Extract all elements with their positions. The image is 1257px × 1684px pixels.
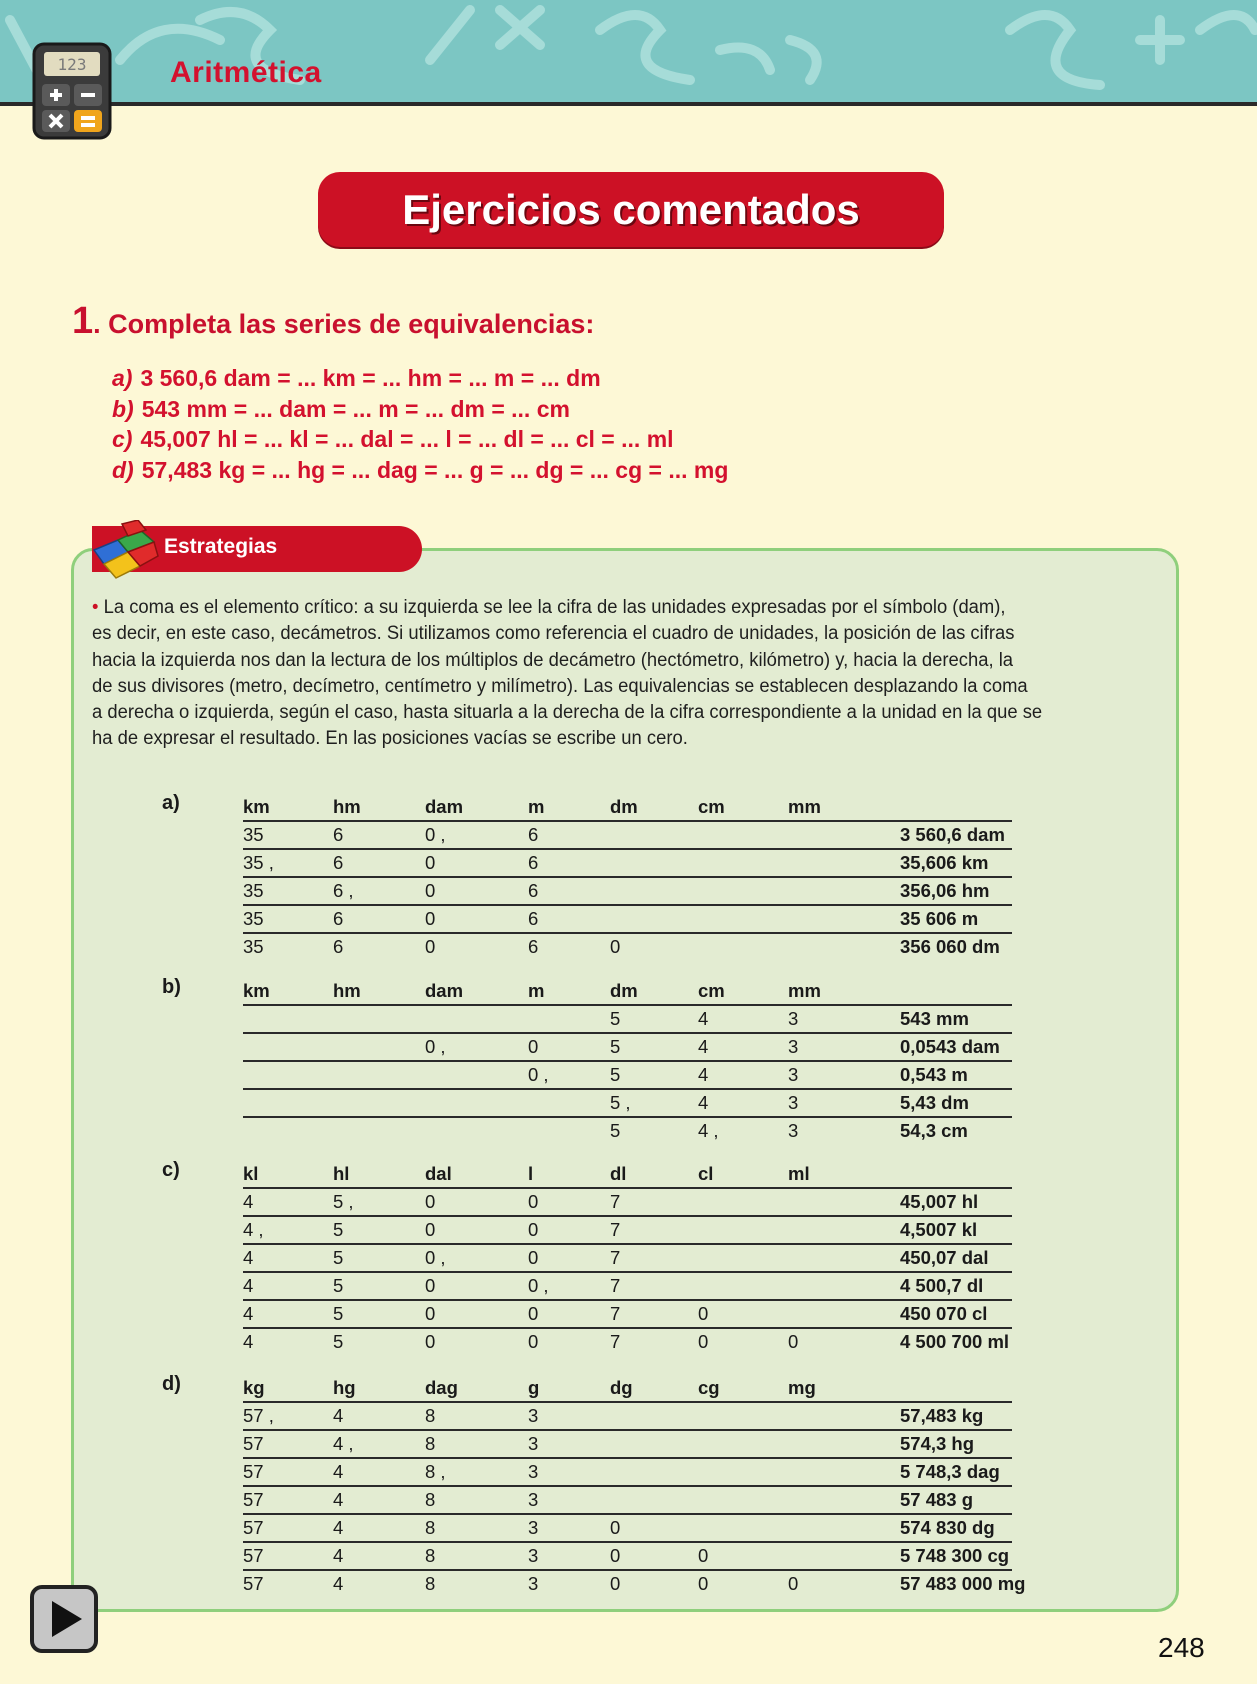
table-rule [243,1187,1012,1189]
table-cell: 0 [698,1331,709,1352]
table-result: 0,543 m [900,1064,968,1085]
table-header-kl: kl [243,1163,259,1184]
table-cell: 35 [243,936,264,957]
table-cell: 5 [610,1064,621,1085]
table-label-c: c) [162,1159,180,1181]
table-cell: 4 [243,1191,254,1212]
table-cell: 3 [528,1405,539,1426]
table-cell: 4 [698,1092,709,1113]
table-result: 54,3 cm [900,1120,968,1141]
table-cell: 3 [528,1517,539,1538]
table-header-m: m [528,796,545,817]
table-cell: 4 [333,1489,344,1510]
table-cell: 4 [333,1405,344,1426]
table-result: 5,43 dm [900,1092,969,1113]
table-result: 35,606 km [900,852,989,873]
table-cell: 8 [425,1573,436,1594]
table-cell: 5 [610,1008,621,1029]
table-cell: 0 [425,908,436,929]
table-cell: 35 , [243,852,274,873]
table-header-dag: dag [425,1377,458,1398]
page-title: Ejercicios comentados [402,185,860,233]
table-cell: 35 [243,824,264,845]
table-rule [243,1569,1012,1571]
strategies-label: Estrategias [164,535,278,558]
table-result: 0,0543 dam [900,1036,1000,1057]
title-banner [318,172,944,247]
table-header-cm: cm [698,796,725,817]
table-header-km: km [243,980,270,1001]
table-cell: 4 [698,1036,709,1057]
table-cell: 6 [528,908,539,929]
table-cell: 0 , [425,1036,446,1057]
table-header-dm: dm [610,980,638,1001]
play-button[interactable] [30,1585,98,1653]
table-cell: 5 [610,1120,621,1141]
table-cell: 0 [425,880,436,901]
item-text: 57,483 kg = ... hg = ... dag = ... g = ... dg = ... cg = ... mg [141,456,729,483]
table-rule [243,1429,1012,1431]
table-cell: 8 , [425,1461,446,1482]
table-cell: 4 [333,1461,344,1482]
table-cell: 5 [333,1219,344,1240]
table-header-g: g [528,1377,540,1398]
table-cell: 6 [333,936,344,957]
table-header-dam: dam [425,796,464,817]
exercise-item-b [112,394,728,425]
table-header-dl: dl [610,1163,627,1184]
table-cell: 0 , [528,1275,549,1296]
table-cell: 3 [788,1008,799,1029]
table-label-a: a) [162,792,180,814]
table-result: 45,007 hl [900,1191,979,1212]
table-cell: 0 , [425,1247,446,1268]
table-result: 35 606 m [900,908,979,929]
strategies-text [92,594,1107,752]
table-cell: 4 [333,1545,344,1566]
table-cell: 57 , [243,1405,274,1426]
table-result: 5 748,3 dag [900,1461,1000,1482]
table-header-km: km [243,796,270,817]
table-cell: 3 [788,1092,799,1113]
table-cell: 4 [243,1247,254,1268]
table-result: 4 500,7 dl [900,1275,984,1296]
item-letter: c) [112,426,133,452]
puzzle-icon [88,520,160,582]
table-cell: 7 [610,1219,621,1240]
item-text: 543 mm = ... dam = ... m = ... dm = ... cm [141,395,570,422]
table-cell: 0 [528,1247,539,1268]
table-result: 57,483 kg [900,1405,984,1426]
table-cell: 35 [243,880,264,901]
table-rule [243,1116,1012,1118]
exercise-heading [72,300,594,343]
table-header-ml: ml [788,1163,810,1184]
svg-text:123: 123 [57,55,87,74]
table-cell: 0 [425,1219,436,1240]
table-cell: 3 [528,1545,539,1566]
table-cell: 57 [243,1517,264,1538]
table-cell: 5 [333,1247,344,1268]
table-cell: 57 [243,1545,264,1566]
table-cell: 0 [425,1191,436,1212]
table-cell: 0 [610,936,621,957]
table-rule [243,1541,1012,1543]
strategies-line: a derecha o izquierda, según el caso, hasta situarla a la derecha de la cifra correspondiente a la unidad en la que se [92,701,1043,724]
table-cell: 3 [528,1573,539,1594]
table-cell: 4 , [698,1120,719,1141]
table-cell: 57 [243,1461,264,1482]
section-title: Aritmética [170,56,322,89]
header-band [0,0,1257,106]
table-cell: 4 [698,1064,709,1085]
table-header-dm: dm [610,796,638,817]
table-result: 57 483 000 mg [900,1573,1026,1594]
table-cell: 4 [333,1573,344,1594]
table-cell: 6 [333,908,344,929]
table-result: 450,07 dal [900,1247,989,1268]
table-cell: 7 [610,1247,621,1268]
table-header-hm: hm [333,980,361,1001]
table-header-l: l [528,1163,534,1184]
table-cell: 6 [528,852,539,873]
table-header-cl: cl [698,1163,714,1184]
table-cell: 4 [243,1331,254,1352]
table-result: 4,5007 kl [900,1219,978,1240]
table-cell: 0 [425,1331,436,1352]
table-header-cm: cm [698,980,725,1001]
item-text: 45,007 hl = ... kl = ... dal = ... l = ... dl = ... cl = ... ml [140,426,674,452]
table-result: 356,06 hm [900,880,990,901]
table-cell: 3 [788,1064,799,1085]
exercise-item-d [112,455,728,486]
item-text: 3 560,6 dam = ... km = ... hm = ... m = ... dm [140,365,601,391]
table-cell: 7 [610,1303,621,1324]
table-cell: 3 [528,1489,539,1510]
table-cell: 0 [610,1517,621,1538]
table-cell: 0 [610,1573,621,1594]
exercise-item-a [112,363,728,394]
strategies-line: de sus divisores (metro, decímetro, centímetro y milímetro). Las equivalencias se establecen desplazando la coma [92,674,1028,697]
table-cell: 4 [333,1517,344,1538]
table-rule [243,1457,1012,1459]
table-rule [243,1215,1012,1217]
table-cell: 0 [698,1545,709,1566]
table-cell: 6 [528,936,539,957]
table-cell: 6 [333,852,344,873]
table-cell: 4 , [333,1433,354,1454]
table-rule [243,1032,1012,1034]
table-cell: 0 [698,1303,709,1324]
table-header-hl: hl [333,1163,350,1184]
table-cell: 0 , [425,824,446,845]
table-header-dam: dam [425,980,464,1001]
table-rule [243,904,1012,906]
table-rule [243,932,1012,934]
table-cell: 4 [243,1275,254,1296]
table-header-m: m [528,980,545,1001]
table-cell: 5 [333,1303,344,1324]
table-cell: 0 [788,1331,799,1352]
table-cell: 6 [528,824,539,845]
table-rule [243,1327,1012,1329]
play-icon [46,1599,86,1639]
table-cell: 8 [425,1489,436,1510]
table-rule [243,1401,1012,1403]
table-cell: 6 , [333,880,354,901]
table-result: 5 748 300 cg [900,1545,1010,1566]
table-header-hg: hg [333,1377,356,1398]
table-cell: 0 [698,1573,709,1594]
table-cell: 6 [528,880,539,901]
strategies-line: ha de expresar el resultado. En las posiciones vacías se escribe un cero. [92,727,688,750]
table-result: 574 830 dg [900,1517,995,1538]
table-cell: 7 [610,1331,621,1352]
exercise-items [112,363,728,485]
bullet: • [92,596,99,618]
table-rule [243,876,1012,878]
table-cell: 0 [788,1573,799,1594]
table-label-d: d) [162,1373,181,1395]
table-cell: 3 [528,1461,539,1482]
table-cell: 57 [243,1489,264,1510]
table-rule [243,820,1012,822]
table-rule [243,1060,1012,1062]
item-letter: a) [112,365,133,391]
table-result: 574,3 hg [900,1433,975,1454]
table-header-kg: kg [243,1377,265,1398]
strategies-line: es decir, en este caso, decámetros. Si utilizamos como referencia el cuadro de unidades, la posición de las cifras [92,622,1015,645]
table-rule [243,1485,1012,1487]
table-rule [243,1243,1012,1245]
table-cell: 8 [425,1405,436,1426]
table-cell: 0 [528,1303,539,1324]
table-cell: 0 [425,936,436,957]
exercise-number: 1 [72,300,94,342]
table-cell: 5 , [610,1092,631,1113]
table-result: 356 060 dm [900,936,1000,957]
table-label-b: b) [162,976,181,998]
table-cell: 6 [333,824,344,845]
strategies-line-text: La coma es el elemento crítico: a su izquierda se lee la cifra de las unidades expresadas por el símbolo (dam), [103,596,1006,618]
table-header-mm: mm [788,796,821,817]
table-result: 4 500 700 ml [900,1331,1010,1352]
table-header-cg: cg [698,1377,720,1398]
table-header-dal: dal [425,1163,452,1184]
table-rule [243,1299,1012,1301]
table-cell: 0 [425,852,436,873]
table-cell: 5 [333,1331,344,1352]
table-cell: 0 [528,1191,539,1212]
table-cell: 7 [610,1191,621,1212]
table-header-mm: mm [788,980,821,1001]
strategies-line [92,594,1107,620]
table-cell: 8 [425,1517,436,1538]
calculator-icon [32,40,112,140]
item-letter: d) [112,456,134,483]
table-cell: 0 [528,1331,539,1352]
table-cell: 4 , [243,1219,264,1240]
table-result: 450 070 cl [900,1303,988,1324]
table-rule [243,1513,1012,1515]
table-header-dg: dg [610,1377,633,1398]
table-cell: 0 [610,1545,621,1566]
exercise-prompt: . Completa las series de equivalencias: [93,309,595,339]
table-cell: 8 [425,1545,436,1566]
table-rule [243,1004,1012,1006]
item-letter: b) [112,395,134,422]
table-cell: 57 [243,1573,264,1594]
table-cell: 57 [243,1433,264,1454]
table-cell: 0 [425,1303,436,1324]
table-cell: 3 [528,1433,539,1454]
table-rule [243,1271,1012,1273]
table-cell: 0 [528,1219,539,1240]
table-result: 543 mm [900,1008,969,1029]
table-header-hm: hm [333,796,361,817]
table-header-mg: mg [788,1377,816,1398]
table-rule [243,1088,1012,1090]
table-cell: 0 [528,1036,539,1057]
table-cell: 7 [610,1275,621,1296]
table-result: 57 483 g [900,1489,974,1510]
table-cell: 35 [243,908,264,929]
table-cell: 3 [788,1036,799,1057]
table-result: 3 560,6 dam [900,824,1005,845]
table-cell: 5 [610,1036,621,1057]
table-cell: 8 [425,1433,436,1454]
table-cell: 5 , [333,1191,354,1212]
table-rule [243,848,1012,850]
table-cell: 0 , [528,1064,549,1085]
table-cell: 4 [698,1008,709,1029]
page-number: 248 [1158,1632,1205,1663]
table-cell: 3 [788,1120,799,1141]
exercise-item-c [112,424,728,455]
table-cell: 4 [243,1303,254,1324]
table-cell: 0 [425,1275,436,1296]
strategies-line: hacia la izquierda nos dan la lectura de los múltiplos de decámetro (hectómetro, kilómetro) y, hacia la derecha, la [92,648,1014,671]
table-cell: 5 [333,1275,344,1296]
